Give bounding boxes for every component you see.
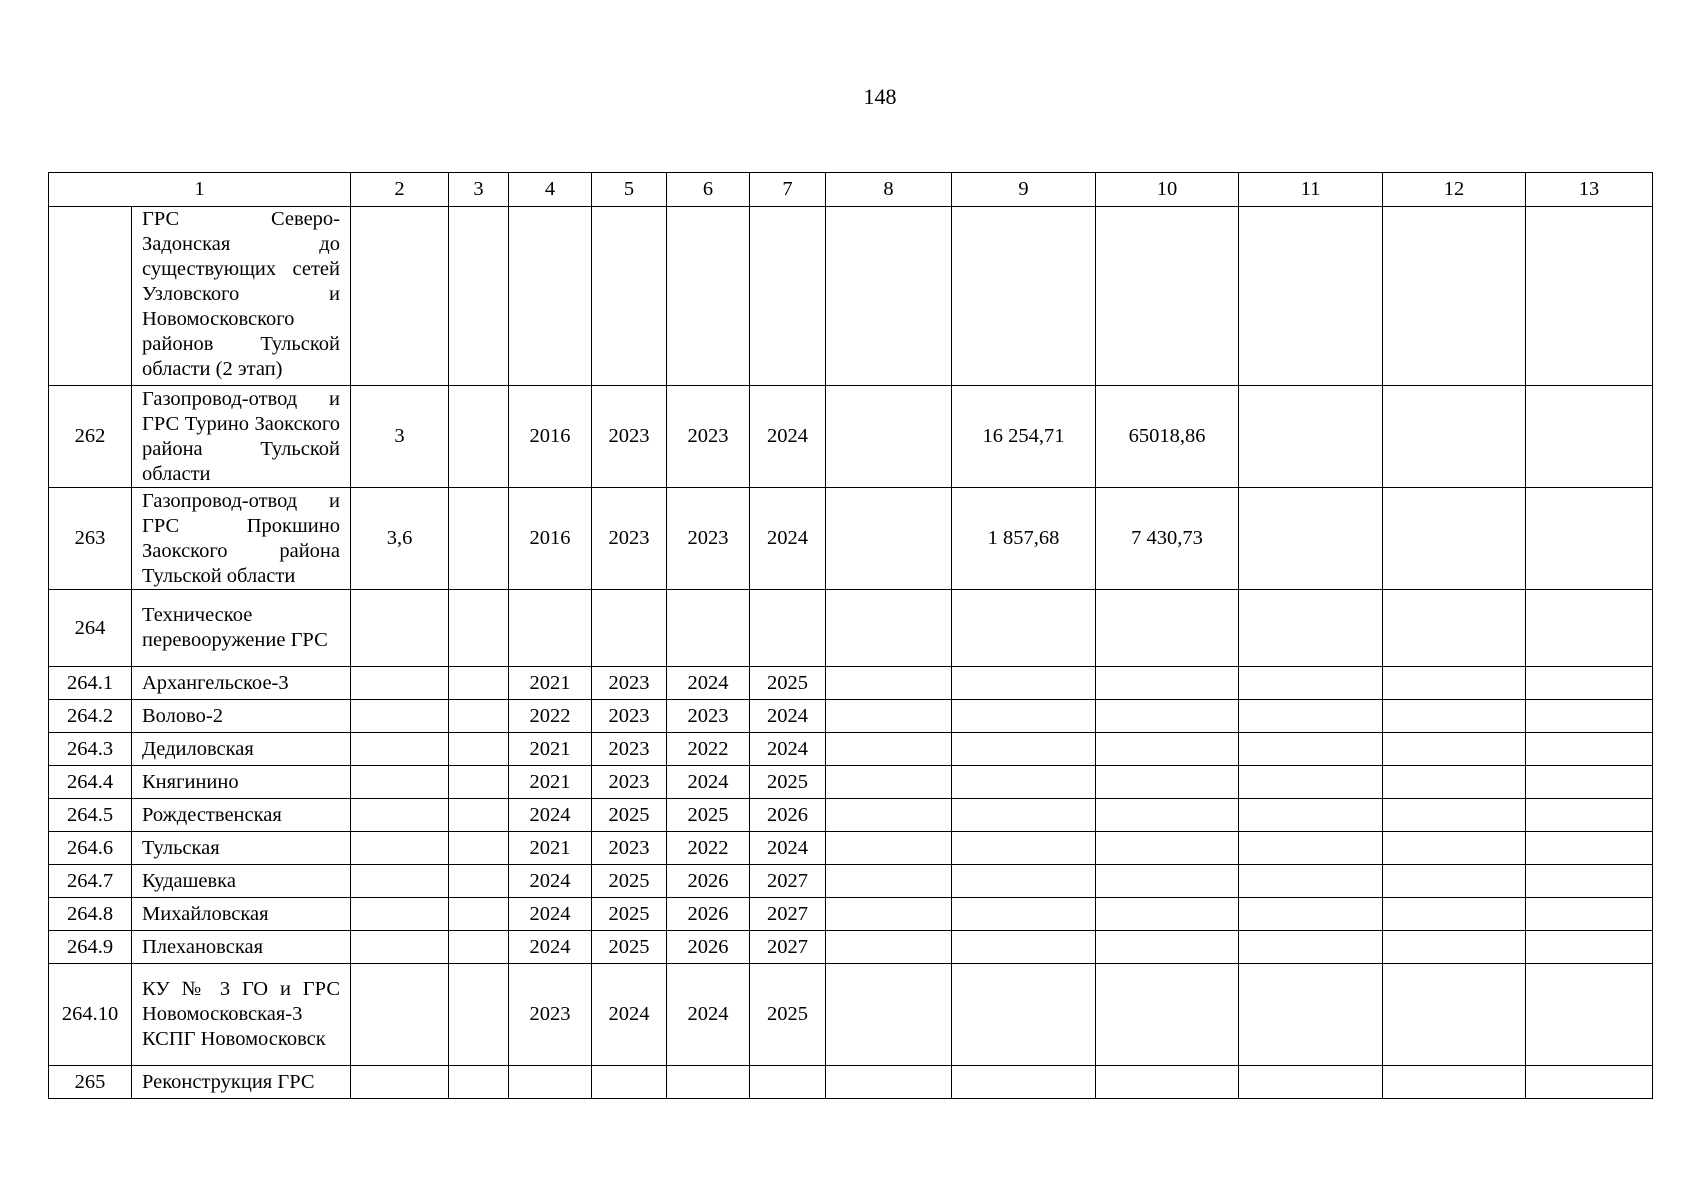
row-number-cell: 264.6 [49,832,132,865]
value-cell: 2021 [509,733,592,766]
value-cell [1526,799,1653,832]
value-cell [952,700,1096,733]
value-cell [449,700,509,733]
value-cell [1383,931,1526,964]
row-number-cell [49,207,132,386]
value-cell [449,590,509,667]
value-cell: 2022 [509,700,592,733]
value-cell: 2024 [509,799,592,832]
value-cell [952,590,1096,667]
value-cell [1526,832,1653,865]
table-row [49,733,1653,766]
value-cell [449,865,509,898]
value-cell [351,931,449,964]
object-name-cell: Рождественская [132,799,351,832]
object-name-cell: Дедиловская [132,733,351,766]
value-cell [1096,964,1239,1066]
object-name-cell: Техническое перевооружение ГРС [132,590,351,667]
value-cell [1239,1066,1383,1099]
value-cell [1239,207,1383,386]
value-cell [1096,1066,1239,1099]
value-cell [826,590,952,667]
value-cell: 2023 [592,386,667,488]
value-cell [1096,766,1239,799]
object-name-cell: Кудашевка [132,865,351,898]
value-cell: 2023 [667,700,750,733]
value-cell [667,590,750,667]
value-cell: 2021 [509,832,592,865]
row-number-cell: 264.7 [49,865,132,898]
value-cell [1239,865,1383,898]
value-cell [952,799,1096,832]
value-cell: 2025 [592,931,667,964]
value-cell [509,590,592,667]
header-cell: 2 [351,173,449,207]
value-cell: 2024 [750,386,826,488]
value-cell [1239,898,1383,931]
header-row [49,173,1653,207]
table-row [49,207,1653,386]
value-cell [351,1066,449,1099]
value-cell [1096,799,1239,832]
value-cell: 2024 [592,964,667,1066]
value-cell [750,207,826,386]
value-cell [449,799,509,832]
value-cell [1383,898,1526,931]
value-cell [592,1066,667,1099]
value-cell [1383,590,1526,667]
value-cell [351,700,449,733]
value-cell [449,733,509,766]
value-cell: 2025 [592,865,667,898]
value-cell [449,1066,509,1099]
value-cell [351,733,449,766]
table-row [49,1066,1653,1099]
table-row [49,590,1653,667]
value-cell [952,766,1096,799]
value-cell [1239,799,1383,832]
value-cell: 2016 [509,386,592,488]
value-cell [826,931,952,964]
value-cell [1526,667,1653,700]
value-cell: 2023 [592,733,667,766]
value-cell [1383,766,1526,799]
value-cell: 2025 [750,766,826,799]
value-cell: 2022 [667,733,750,766]
table-row [49,700,1653,733]
value-cell [1526,931,1653,964]
value-cell: 1 857,68 [952,488,1096,590]
value-cell [449,667,509,700]
value-cell: 2026 [667,898,750,931]
table-row [49,865,1653,898]
value-cell: 2024 [750,832,826,865]
value-cell [952,207,1096,386]
value-cell [1383,667,1526,700]
value-cell [1526,898,1653,931]
table-row [49,964,1653,1066]
value-cell [952,832,1096,865]
table-row [49,488,1653,590]
value-cell [1096,700,1239,733]
value-cell [952,1066,1096,1099]
object-name-cell: ГРС Северо-Задонская до существующих сетей Узловского и Новомосковского районов Тульской области (2 этап) [132,207,351,386]
object-name-cell: Газопровод-отвод и ГРС Прокшино Заокского района Тульской области [132,488,351,590]
header-cell: 9 [952,173,1096,207]
header-cell: 7 [750,173,826,207]
row-number-cell: 264 [49,590,132,667]
row-number-cell: 264.9 [49,931,132,964]
value-cell [1383,700,1526,733]
row-number-cell: 263 [49,488,132,590]
value-cell [1526,766,1653,799]
value-cell [952,733,1096,766]
table-row [49,386,1653,488]
value-cell [667,1066,750,1099]
value-cell: 2027 [750,898,826,931]
value-cell [952,898,1096,931]
value-cell: 3 [351,386,449,488]
value-cell [1096,898,1239,931]
value-cell [1383,865,1526,898]
value-cell [826,488,952,590]
value-cell [351,832,449,865]
value-cell [351,865,449,898]
table-row [49,898,1653,931]
value-cell [826,865,952,898]
value-cell [1383,1066,1526,1099]
value-cell: 2024 [750,700,826,733]
value-cell: 2024 [667,667,750,700]
value-cell [1239,386,1383,488]
value-cell [449,386,509,488]
value-cell: 2026 [667,931,750,964]
value-cell [351,207,449,386]
value-cell [1526,1066,1653,1099]
value-cell [826,964,952,1066]
value-cell: 2024 [750,733,826,766]
value-cell [1239,667,1383,700]
row-number-cell: 264.8 [49,898,132,931]
value-cell [952,931,1096,964]
table-row [49,832,1653,865]
table-row [49,667,1653,700]
row-number-cell: 264.2 [49,700,132,733]
value-cell: 2024 [509,865,592,898]
header-cell: 11 [1239,173,1383,207]
object-name-cell: Реконструкция ГРС [132,1066,351,1099]
value-cell [1526,488,1653,590]
value-cell [449,898,509,931]
value-cell [509,207,592,386]
value-cell [826,700,952,733]
value-cell [1526,865,1653,898]
value-cell [509,1066,592,1099]
value-cell: 2021 [509,766,592,799]
value-cell [1526,207,1653,386]
value-cell: 2023 [592,667,667,700]
row-number-cell: 265 [49,1066,132,1099]
object-name-cell: Михайловская [132,898,351,931]
value-cell [826,832,952,865]
value-cell [826,1066,952,1099]
value-cell: 2022 [667,832,750,865]
value-cell [351,799,449,832]
value-cell: 2026 [750,799,826,832]
value-cell [1096,733,1239,766]
value-cell [449,964,509,1066]
object-name-cell: Княгинино [132,766,351,799]
value-cell [952,865,1096,898]
value-cell [1239,590,1383,667]
value-cell [449,207,509,386]
value-cell [1096,832,1239,865]
value-cell [1239,700,1383,733]
row-number-cell: 264.3 [49,733,132,766]
value-cell: 2026 [667,865,750,898]
value-cell [826,207,952,386]
value-cell: 16 254,71 [952,386,1096,488]
table-row [49,766,1653,799]
value-cell [1239,931,1383,964]
value-cell: 2024 [509,931,592,964]
header-cell: 1 [49,173,351,207]
value-cell: 2025 [592,799,667,832]
value-cell [351,766,449,799]
value-cell [351,964,449,1066]
value-cell [750,1066,826,1099]
object-name-cell: Плехановская [132,931,351,964]
value-cell [1239,766,1383,799]
header-cell: 8 [826,173,952,207]
object-name-cell: Волово-2 [132,700,351,733]
value-cell [1239,964,1383,1066]
header-cell: 5 [592,173,667,207]
value-cell [1239,488,1383,590]
value-cell [449,488,509,590]
value-cell: 2016 [509,488,592,590]
value-cell: 65018,86 [1096,386,1239,488]
table-row [49,799,1653,832]
value-cell: 2024 [667,964,750,1066]
header-cell: 13 [1526,173,1653,207]
value-cell [667,207,750,386]
value-cell [1096,931,1239,964]
data-table [48,172,1653,1099]
value-cell [826,898,952,931]
value-cell: 2025 [750,667,826,700]
value-cell [1526,700,1653,733]
value-cell: 2027 [750,865,826,898]
header-cell: 4 [509,173,592,207]
value-cell [1096,590,1239,667]
value-cell: 2023 [667,386,750,488]
header-cell: 6 [667,173,750,207]
value-cell [351,898,449,931]
value-cell: 2023 [592,700,667,733]
value-cell: 3,6 [351,488,449,590]
table-row [49,931,1653,964]
value-cell: 2027 [750,931,826,964]
value-cell [449,832,509,865]
page-number: 148 [863,84,897,109]
value-cell [449,766,509,799]
value-cell: 2025 [750,964,826,1066]
value-cell [351,667,449,700]
value-cell: 2025 [592,898,667,931]
row-number-cell: 264.5 [49,799,132,832]
row-number-cell: 264.4 [49,766,132,799]
object-name-cell: Тульская [132,832,351,865]
row-number-cell: 264.10 [49,964,132,1066]
object-name-cell: КУ № 3 ГО и ГРС Новомосковская-3 КСПГ Новомосковск [132,964,351,1066]
value-cell: 2025 [667,799,750,832]
value-cell [1526,386,1653,488]
header-cell: 10 [1096,173,1239,207]
value-cell [592,590,667,667]
row-number-cell: 264.1 [49,667,132,700]
object-name-cell: Газопровод-отвод и ГРС Турино Заокского района Тульской области [132,386,351,488]
value-cell [1383,964,1526,1066]
value-cell [351,590,449,667]
value-cell [952,667,1096,700]
header-cell: 3 [449,173,509,207]
value-cell: 2021 [509,667,592,700]
value-cell [826,386,952,488]
value-cell [952,964,1096,1066]
value-cell: 7 430,73 [1096,488,1239,590]
value-cell [1526,590,1653,667]
header-cell: 12 [1383,173,1526,207]
value-cell [1383,207,1526,386]
value-cell [1526,964,1653,1066]
value-cell [1383,386,1526,488]
value-cell [1383,733,1526,766]
value-cell [449,931,509,964]
value-cell [1383,832,1526,865]
value-cell [1096,207,1239,386]
value-cell [1096,667,1239,700]
value-cell: 2024 [750,488,826,590]
value-cell [826,766,952,799]
value-cell [750,590,826,667]
value-cell: 2024 [667,766,750,799]
value-cell: 2024 [509,898,592,931]
value-cell: 2023 [592,488,667,590]
value-cell: 2023 [592,766,667,799]
value-cell [1096,865,1239,898]
value-cell [1239,832,1383,865]
value-cell: 2023 [509,964,592,1066]
value-cell [1526,733,1653,766]
value-cell [592,207,667,386]
row-number-cell: 262 [49,386,132,488]
value-cell: 2023 [667,488,750,590]
value-cell [826,733,952,766]
object-name-cell: Архангельское-3 [132,667,351,700]
value-cell: 2023 [592,832,667,865]
value-cell [1383,799,1526,832]
value-cell [826,667,952,700]
value-cell [826,799,952,832]
value-cell [1239,733,1383,766]
value-cell [1383,488,1526,590]
